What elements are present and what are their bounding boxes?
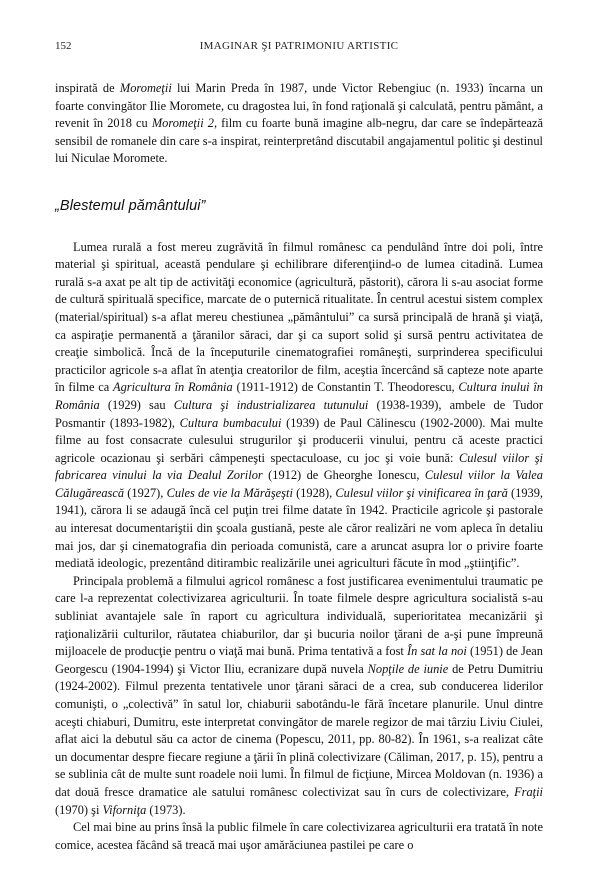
text-run: , film cu foarte bună imagine alb-negru, dar care se îndepărtează sensibil de romanele din care s-a inspirat, reinterpretând discutabil angajamentul politic şi destinul lui Niculae Moromete. <box>55 116 543 166</box>
body-text <box>55 80 543 854</box>
italic-title-run: Culesul viilor şi vinificarea în ţară <box>335 485 508 500</box>
italic-title-run: Moromeţii <box>119 81 172 95</box>
paragraph-continuation <box>55 80 543 168</box>
text-run: (1927), <box>124 485 167 500</box>
italic-title-run: Cultura şi industrializarea tutunului <box>173 397 369 412</box>
text-run: (1973). <box>146 802 186 817</box>
italic-title-run: Nopţile de iunie <box>367 661 449 676</box>
page-number: 152 <box>55 40 72 52</box>
journal-title: IMAGINAR ŞI PATRIMONIU ARTISTIC <box>199 40 399 52</box>
italic-title-run: Cultura inului în România <box>55 380 543 412</box>
text-run: (1928), <box>292 485 336 500</box>
text-run: lui Marin Preda în 1987, unde Victor Rebengiuc (n. 1933) încarna un foarte convingător Ilie Moromete, cu dragostea lui, în fond raţională şi calculată, pentru pământ, a revenit în 2018 cu <box>55 81 543 131</box>
italic-title-run: Culesul viilor şi fabricarea vinului la via Dealul Zorilor <box>55 450 544 483</box>
italic-title-run: Cultura bumbacului <box>179 415 282 430</box>
italic-title-run: Fraţii <box>514 784 543 799</box>
text-run: (1970) şi <box>55 802 103 817</box>
text-run: (1911-1912) de Constantin T. Theodorescu, <box>232 380 459 395</box>
paragraph-comedy-films <box>55 819 543 854</box>
running-header <box>55 40 543 54</box>
italic-title-run: În sat la noi <box>407 644 467 659</box>
text-run: (1929) sau <box>99 397 174 412</box>
italic-title-run: Culesul viilor la Valea Călugărească <box>55 468 543 500</box>
section-heading: „Blestemul pământului” <box>55 197 206 214</box>
text-run: (1939, 1941), cărora li se adaugă încă cel puţin trei filme datate în 1942. Practicile agricole şi pastorale au interesat documentariştii din şcoala gustiană, peste ale căror realizări ne vom apleca în detaliu mai jos, dar şi cinematografia din perioada comunistă, care a aruncat asupra lor o privire foarte mediată ideologic, prezentând ditirambic realizările unei agriculturi făcute în mod „ştiinţific”. <box>55 485 544 571</box>
italic-title-run: Moromeţii 2 <box>151 116 214 131</box>
paragraph-rural-world <box>55 239 543 573</box>
text-run: Cel mai bine au prins însă la public filmele în care colectivizarea agriculturii era tratată în note comice, acestea făcând să treacă mai uşor amărăciunea pastilei pe care o <box>55 820 543 852</box>
text-run: (1938-1939), ambele de Tudor Posmantir (1893-1982), <box>55 397 543 430</box>
text-run: (1912) de Gheorghe Ionescu, <box>262 468 425 483</box>
paragraph-collectivization <box>55 573 543 819</box>
text-run: de Petru Dumitriu (1924-2002). Filmul prezenta tentativele unor ţărani săraci de a crea, sub conducerea liderilor comunişti, o „colectivă” în satul lor, chiaburii sabotându-le fără încetare planurile. Unul dintre aceşti chiaburi, Dumitru, este interpretat convingător de marele regizor de mai târziu Liviu Ciulei, aflat aici la debutul său ca actor de cinema (Popescu, 2011, pp. 80-82). În 1961, s-a realizat câte un documentar despre fiecare regiune a ţării în plină colectivizare (Căliman, 2017, p. 15), pentru a se sublinia cât de multe sunt roadele noii lumi. În filmul de ficţiune, Mircea Moldovan (n. 1936) a dat două fresce dramatice ale satului românesc colectivizat sau în curs de colectivizare, <box>55 661 544 799</box>
italic-title-run: Viforniţa <box>102 802 147 817</box>
text-run: (1951) de Jean Georgescu (1904-1994) şi Victor Iliu, ecranizare după nuvela <box>55 644 544 676</box>
italic-title-run: Cules de vie la Mărăşeşti <box>166 485 293 500</box>
text-run: inspirată de <box>55 81 120 95</box>
text-run: (1939) de Paul Călinescu (1902-2000). Mai multe filme au fost consacrate culesului strugurilor şi producerii vinului, pentru că aceste practici agricole ocazionau şi serbări câmpeneşti spectaculoase, cu joc şi voie bună: <box>55 415 543 465</box>
text-run: Principala problemă a filmului agricol românesc a fost justificarea evenimentului traumatic pe care l-a reprezentat colectivizarea agriculturii. În toate filmele despre agricultura socialistă s-au subliniat avantajele sale în raport cu agricultura individuală, superioritatea mecanizării şi raţionalizării culturilor, răutatea chiaburilor, dar şi bucuria noilor ţărani de a-şi pune împreună mijloacele de producţie pentru o viaţă mai bună. Prima tentativă a fost <box>55 573 543 659</box>
italic-title-run: Agricultura în România <box>113 380 233 395</box>
text-run: Lumea rurală a fost mereu zugrăvită în filmul românesc ca pendulând între doi poli, între material şi spiritual, această pendulare şi echilibrare diferenţiind-o de lumea citadină. Lumea rurală s-a axat pe alt tip de activităţi economice (agricultură, păstorit), cărora li s-au asociat forme de cultură spirituală specifice, marcate de o puternică ritualitate. În centrul acestui sistem complex (material/spiritual) s-a aflat mereu chestiunea „pământului” ca sursă principală de hrană şi viaţă, ca aspiraţie permanentă a ţăranilor săraci, dar şi ca suport solid şi sursă pentru activitatea de creaţie simbolică. Încă de la începuturile cinematografiei româneşti, surprinderea specificului practicilor agricole s-a aflat în atenţia creatorilor de film, aceştia încercând să capteze note aparte în filme ca <box>55 239 543 395</box>
